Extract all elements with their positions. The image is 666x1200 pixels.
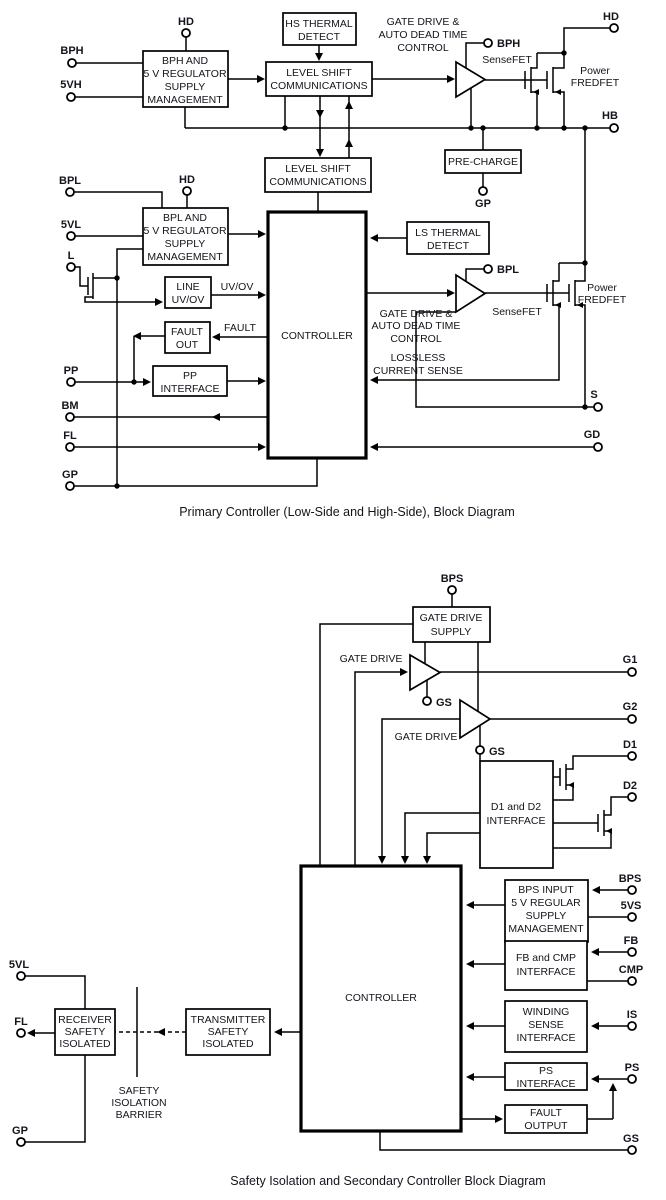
lsc-bottom-line2: COMMUNICATIONS: [269, 176, 367, 188]
precharge-label: PRE-CHARGE: [447, 156, 519, 168]
receiver-line2: SAFETY: [64, 1026, 106, 1038]
pin-gs-2: [476, 746, 484, 754]
pin-bph-left: [68, 59, 76, 67]
fb-cmp-line1: FB and CMP: [515, 952, 577, 964]
bph-reg-line2: 5 V REGULATOR: [143, 68, 227, 80]
pin-label-gp-mid: GP: [475, 198, 491, 210]
fredfet-hs-line1: Power: [580, 65, 610, 77]
transmitter-line3: ISOLATED: [202, 1038, 254, 1050]
lsc-bottom-line1: LEVEL SHIFT: [285, 163, 351, 175]
fault-out-line1: FAULT: [171, 326, 203, 338]
bpl-reg-line1: BPL AND: [163, 212, 207, 224]
pin-5vl: [67, 232, 75, 240]
pin-label-5vs: 5VS: [620, 900, 642, 912]
lsc-top-line1: LEVEL SHIFT: [286, 67, 352, 79]
pin-g2: [628, 715, 636, 723]
barrier-line2: ISOLATION: [111, 1097, 167, 1109]
pin-label-gs-1: GS: [436, 697, 452, 709]
lossless-line2: CURRENT SENSE: [373, 365, 463, 377]
winding-line3: INTERFACE: [516, 1032, 576, 1044]
secondary-controller-label: CONTROLLER: [345, 992, 417, 1004]
bps-input-line4: MANAGEMENT: [508, 923, 584, 935]
pin-label-bps-right: BPS: [618, 873, 642, 885]
pin-cmp: [628, 977, 636, 985]
pin-gp-mid: [479, 187, 487, 195]
pin-label-ps: PS: [624, 1062, 640, 1074]
pin-label-hb: HB: [602, 110, 618, 122]
hs-sensefet-symbol: [525, 67, 539, 95]
gate-drive-hs-line2: AUTO DEAD TIME: [378, 29, 468, 41]
pin-d2: [628, 793, 636, 801]
ls-gate-driver-symbol: [456, 275, 485, 312]
pin-bpl-right: [484, 265, 492, 273]
pin-label-gp-secondary: GP: [12, 1125, 28, 1137]
pin-bm: [66, 413, 74, 421]
pin-bph-right: [484, 39, 492, 47]
ls-thermal-line1: LS THERMAL: [415, 227, 481, 239]
pin-ps: [628, 1075, 636, 1083]
lsc-top-line2: COMMUNICATIONS: [270, 80, 368, 92]
pin-is: [628, 1022, 636, 1030]
hs-fredfet-symbol: [547, 67, 561, 95]
pin-label-5vh: 5VH: [60, 79, 82, 91]
fredfet-hs-line2: FREDFET: [570, 77, 620, 89]
hs-thermal-line1: HS THERMAL: [285, 18, 353, 30]
pin-label-fb: FB: [623, 935, 639, 947]
pin-label-cmp: CMP: [618, 964, 644, 976]
winding-line2: SENSE: [528, 1019, 564, 1031]
barrier-line3: BARRIER: [115, 1109, 163, 1121]
pin-label-gd: GD: [583, 429, 601, 441]
pin-s: [594, 403, 602, 411]
line-uvov-line1: LINE: [176, 281, 200, 293]
primary-caption: Primary Controller (Low-Side and High-Side), Block Diagram: [179, 505, 515, 519]
bph-reg-line4: MANAGEMENT: [147, 94, 223, 106]
pin-fb: [628, 948, 636, 956]
gate-drive-ls-line2: AUTO DEAD TIME: [371, 320, 461, 332]
pin-5vh: [67, 93, 75, 101]
gds-line1: GATE DRIVE: [419, 612, 483, 624]
pin-label-g1: G1: [622, 654, 638, 666]
pin-label-bph-left: BPH: [60, 45, 84, 57]
ls-thermal-line2: DETECT: [427, 240, 469, 252]
ps-iface-line1: PS: [538, 1065, 554, 1077]
bpl-reg-line4: MANAGEMENT: [147, 251, 223, 263]
winding-line1: WINDING: [522, 1006, 570, 1018]
pin-gd: [594, 443, 602, 451]
gate-drive-hs-line3: CONTROL: [397, 42, 449, 54]
pin-pp: [67, 378, 75, 386]
pin-bpl-left: [66, 188, 74, 196]
pin-hd-top: [182, 29, 190, 37]
pin-label-hd-right: HD: [603, 11, 619, 23]
pin-label-bps-top: BPS: [440, 573, 464, 585]
pin-bps-top: [448, 586, 456, 594]
lossless-line1: LOSSLESS: [390, 352, 446, 364]
ps-iface-line2: INTERFACE: [516, 1078, 576, 1090]
transmitter-line2: SAFETY: [207, 1026, 249, 1038]
pin-label-hd-mid: HD: [179, 174, 195, 186]
gds-line2: SUPPLY: [430, 626, 472, 638]
bph-reg-line1: BPH AND: [161, 55, 209, 67]
d1d2-line1: D1 and D2: [490, 801, 542, 813]
pin-label-bph-right: BPH: [497, 38, 521, 50]
pin-l: [67, 263, 75, 271]
fault-out-line2: OUT: [175, 339, 199, 351]
primary-diagram: [59, 11, 627, 519]
uvov-signal-label: UV/OV: [220, 281, 254, 293]
pin-label-pp: PP: [63, 365, 79, 377]
pin-gs-bottom: [628, 1146, 636, 1154]
pin-label-gs-2: GS: [489, 746, 505, 758]
pin-fl: [66, 443, 74, 451]
pin-label-5vl: 5VL: [60, 219, 82, 231]
fredfet-ls-line2: FREDFET: [577, 294, 627, 306]
pin-d1: [628, 752, 636, 760]
bpl-reg-line2: 5 V REGULATOR: [143, 225, 227, 237]
bph-reg-line3: SUPPLY: [164, 81, 206, 93]
pin-label-g2: G2: [622, 701, 638, 713]
pin-label-5vl-secondary: 5VL: [8, 959, 30, 971]
secondary-diagram: [9, 573, 643, 1188]
pin-5vl-secondary: [17, 972, 25, 980]
ls-sensefet-symbol: [547, 280, 561, 308]
bps-input-line3: SUPPLY: [525, 910, 567, 922]
pin-hb: [610, 124, 618, 132]
fault-signal-label: FAULT: [224, 322, 256, 334]
d1-fet-symbol: [560, 764, 574, 790]
fault-output-line2: OUTPUT: [524, 1120, 568, 1132]
pin-label-bpl-right: BPL: [497, 264, 519, 276]
receiver-line1: RECEIVER: [58, 1014, 112, 1026]
gate-drive-ls-line3: CONTROL: [390, 333, 442, 345]
pin-label-bpl-left: BPL: [59, 175, 81, 187]
receiver-line3: ISOLATED: [59, 1038, 111, 1050]
hs-thermal-line2: DETECT: [298, 31, 340, 43]
pin-hd-right: [610, 24, 618, 32]
transmitter-line1: TRANSMITTER: [190, 1014, 266, 1026]
primary-controller-label: CONTROLLER: [281, 330, 353, 342]
pin-label-fl: FL: [63, 430, 77, 442]
pp-interface-line2: INTERFACE: [160, 383, 220, 395]
pin-label-d1: D1: [622, 739, 638, 751]
pin-bps-right: [628, 886, 636, 894]
pp-interface-line1: PP: [182, 370, 198, 382]
pin-hd-mid: [183, 187, 191, 195]
pin-label-s: S: [590, 389, 598, 401]
sensefet-ls-label: SenseFET: [492, 306, 542, 318]
sensefet-hs-label: SenseFET: [482, 54, 532, 66]
pin-label-d2: D2: [622, 780, 638, 792]
secondary-caption: Safety Isolation and Secondary Controller Block Diagram: [230, 1174, 546, 1188]
pin-label-gs-bottom: GS: [623, 1133, 639, 1145]
gate-drive-ls-line1: GATE DRIVE &: [379, 308, 453, 320]
line-uvov-line2: UV/OV: [171, 294, 205, 306]
pin-fl-secondary: [17, 1029, 25, 1037]
bpl-reg-line3: SUPPLY: [164, 238, 206, 250]
pin-g1: [628, 668, 636, 676]
pin-label-gp-left: GP: [62, 469, 78, 481]
pin-label-hd-top: HD: [178, 16, 194, 28]
gate-drive-hs-line1: GATE DRIVE &: [386, 16, 460, 28]
pin-gp-left: [66, 482, 74, 490]
pin-gp-secondary: [17, 1138, 25, 1146]
barrier-line1: SAFETY: [118, 1085, 160, 1097]
d1d2-line2: INTERFACE: [486, 815, 546, 827]
pin-label-l: L: [67, 250, 75, 262]
d2-fet-symbol: [598, 810, 612, 836]
pin-label-is: IS: [626, 1009, 638, 1021]
pin-label-fl-secondary: FL: [14, 1016, 28, 1028]
gate-drive-1-label: GATE DRIVE: [339, 653, 403, 665]
gate-drive-2-symbol: [460, 700, 490, 738]
gate-drive-2-label: GATE DRIVE: [394, 731, 458, 743]
bps-input-line2: 5 V REGULAR: [511, 897, 581, 909]
line-fet-symbol: [88, 273, 93, 299]
fredfet-ls-line1: Power: [587, 282, 617, 294]
bps-input-line1: BPS INPUT: [518, 884, 574, 896]
pin-5vs: [628, 913, 636, 921]
pin-gs-1: [423, 697, 431, 705]
fb-cmp-line2: INTERFACE: [516, 966, 576, 978]
pin-label-bm: BM: [61, 400, 79, 412]
fault-output-line1: FAULT: [530, 1107, 562, 1119]
